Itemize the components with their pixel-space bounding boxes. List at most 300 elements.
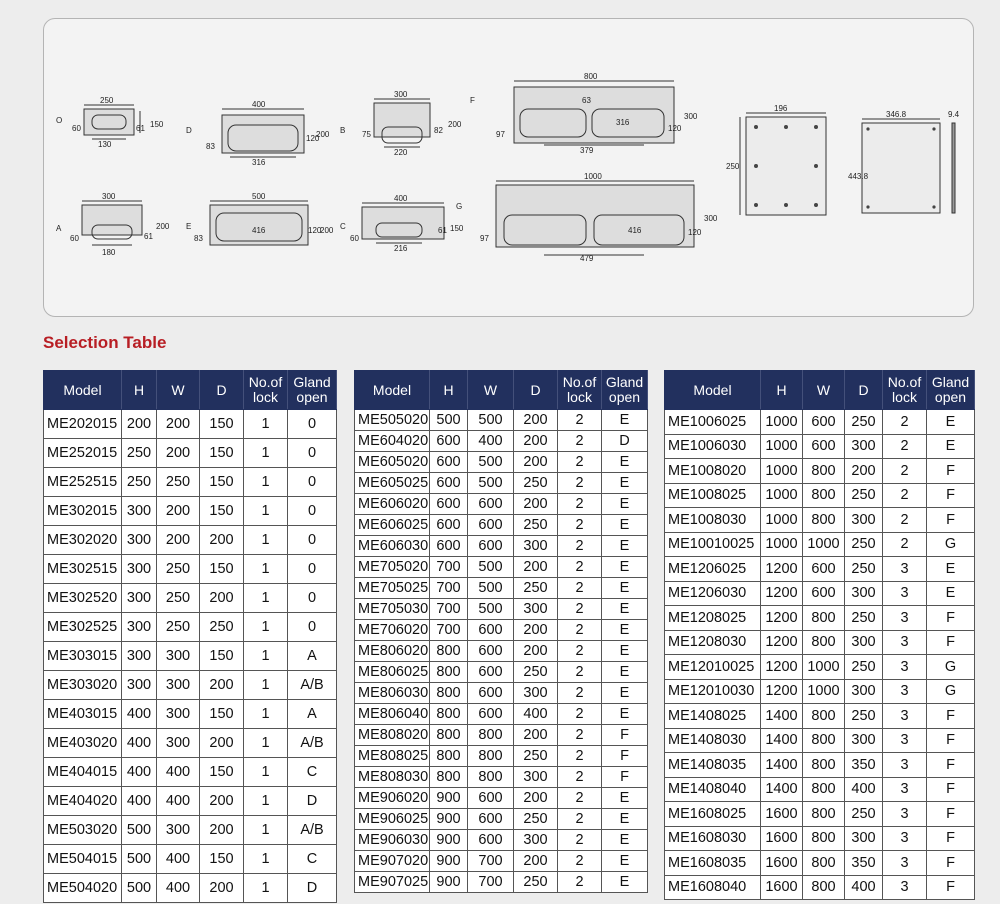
cell-d: 200 — [200, 526, 244, 555]
cell-locks: 1 — [244, 526, 288, 555]
cell-gland: F — [927, 826, 975, 851]
label-plate2-height: 443.8 — [848, 172, 869, 181]
cell-gland: F — [927, 851, 975, 876]
table-row — [44, 729, 337, 758]
label-c-h3: 150 — [450, 224, 464, 233]
cell-model: ME604020 — [355, 431, 430, 452]
cell-h: 1000 — [761, 483, 803, 508]
cell-model: ME1208030 — [665, 630, 761, 655]
cell-h: 800 — [430, 725, 468, 746]
table-row — [355, 767, 648, 788]
cell-d: 150 — [200, 468, 244, 497]
table-row — [44, 497, 337, 526]
cell-h: 1400 — [761, 728, 803, 753]
cell-locks: 3 — [883, 753, 927, 778]
label-plate1-height: 250 — [726, 162, 740, 171]
cell-d: 300 — [514, 830, 558, 851]
cell-gland: E — [602, 578, 648, 599]
table-row — [44, 555, 337, 584]
label-e-h1: 83 — [194, 234, 203, 243]
label-g-h2: 120 — [688, 228, 702, 237]
cell-h: 1400 — [761, 777, 803, 802]
cell-gland: E — [602, 788, 648, 809]
cell-w: 200 — [157, 410, 200, 439]
cell-locks: 1 — [244, 613, 288, 642]
cell-d: 250 — [514, 872, 558, 893]
cell-gland: F — [927, 630, 975, 655]
cell-d: 300 — [514, 599, 558, 620]
table-row — [665, 704, 975, 729]
table-row — [665, 728, 975, 753]
cell-gland: G — [927, 532, 975, 557]
label-plate2-thickness: 9.4 — [948, 110, 960, 119]
cell-w: 600 — [468, 704, 514, 725]
label-f-inner: 316 — [616, 118, 630, 127]
cell-gland: G — [927, 655, 975, 680]
cell-h: 1400 — [761, 753, 803, 778]
cell-model: ME808020 — [355, 725, 430, 746]
cell-h: 1000 — [761, 508, 803, 533]
table-row — [44, 526, 337, 555]
cell-locks: 1 — [244, 700, 288, 729]
cell-h: 300 — [122, 555, 157, 584]
label-f-span: 379 — [580, 146, 594, 155]
table-row — [355, 641, 648, 662]
cell-gland: A — [288, 700, 337, 729]
cell-model: ME10010025 — [665, 532, 761, 557]
cell-model: ME1408040 — [665, 777, 761, 802]
cell-d: 250 — [200, 613, 244, 642]
cell-w: 400 — [157, 758, 200, 787]
cell-h: 300 — [122, 642, 157, 671]
table-header — [665, 371, 975, 410]
cell-d: 250 — [845, 557, 883, 582]
cell-model: ME705030 — [355, 599, 430, 620]
cell-d: 150 — [200, 845, 244, 874]
label-d-width: 400 — [252, 100, 266, 109]
cell-locks: 1 — [244, 439, 288, 468]
label-o-h3: 150 — [150, 120, 164, 129]
cell-h: 1200 — [761, 630, 803, 655]
cell-w: 800 — [803, 704, 845, 729]
cell-d: 300 — [845, 434, 883, 459]
cell-w: 600 — [468, 662, 514, 683]
cell-locks: 2 — [558, 431, 602, 452]
cell-locks: 2 — [558, 683, 602, 704]
cell-locks: 3 — [883, 630, 927, 655]
cell-model: ME302020 — [44, 526, 122, 555]
label-d-inner: 316 — [252, 158, 266, 167]
table-row — [355, 452, 648, 473]
cell-w: 800 — [468, 767, 514, 788]
cell-gland: E — [602, 851, 648, 872]
cell-gland: F — [927, 606, 975, 631]
cell-w: 400 — [157, 845, 200, 874]
cell-w: 500 — [468, 578, 514, 599]
cell-d: 400 — [514, 704, 558, 725]
cell-d: 200 — [514, 452, 558, 473]
label-o-inner: 130 — [98, 140, 112, 149]
cell-w: 600 — [803, 557, 845, 582]
cell-gland: A/B — [288, 729, 337, 758]
cell-gland: 0 — [288, 526, 337, 555]
label-g-h3: 300 — [704, 214, 718, 223]
table-row — [355, 851, 648, 872]
cell-gland: E — [602, 872, 648, 893]
label-d-h3: 200 — [316, 130, 330, 139]
label-b-width: 300 — [394, 90, 408, 99]
cell-w: 1000 — [803, 655, 845, 680]
cell-model: ME906025 — [355, 809, 430, 830]
cell-d: 250 — [514, 662, 558, 683]
cell-gland: E — [927, 557, 975, 582]
cell-d: 250 — [514, 809, 558, 830]
col-h: H — [430, 371, 468, 410]
cell-w: 500 — [468, 557, 514, 578]
cell-w: 600 — [468, 683, 514, 704]
cell-model: ME1608035 — [665, 851, 761, 876]
selection-table-1 — [43, 370, 337, 903]
cell-gland: F — [927, 704, 975, 729]
table-row — [355, 620, 648, 641]
cell-h: 300 — [122, 613, 157, 642]
cell-model: ME806020 — [355, 641, 430, 662]
cell-w: 600 — [803, 410, 845, 435]
cell-model: ME1206025 — [665, 557, 761, 582]
cell-w: 700 — [468, 872, 514, 893]
table-row — [355, 494, 648, 515]
label-d-h2: 120 — [306, 134, 320, 143]
cell-d: 200 — [514, 851, 558, 872]
cell-d: 200 — [514, 431, 558, 452]
table-row — [355, 830, 648, 851]
cell-w: 800 — [803, 851, 845, 876]
cell-model: ME504015 — [44, 845, 122, 874]
cell-h: 400 — [122, 700, 157, 729]
cell-h: 1600 — [761, 826, 803, 851]
cell-w: 500 — [468, 599, 514, 620]
cell-d: 250 — [845, 483, 883, 508]
col-model: Model — [44, 371, 122, 410]
cell-w: 250 — [157, 468, 200, 497]
cell-w: 800 — [803, 630, 845, 655]
cell-d: 150 — [200, 497, 244, 526]
cell-model: ME1008020 — [665, 459, 761, 484]
cell-h: 800 — [430, 767, 468, 788]
cell-w: 800 — [803, 606, 845, 631]
cell-model: ME806025 — [355, 662, 430, 683]
cell-model: ME605025 — [355, 473, 430, 494]
table-row — [665, 630, 975, 655]
cell-gland: F — [927, 459, 975, 484]
cell-gland: 0 — [288, 439, 337, 468]
cell-gland: F — [927, 777, 975, 802]
cell-d: 300 — [845, 728, 883, 753]
cell-w: 400 — [157, 787, 200, 816]
cell-locks: 3 — [883, 802, 927, 827]
cell-gland: C — [288, 758, 337, 787]
cell-w: 500 — [468, 473, 514, 494]
cell-model: ME1206030 — [665, 581, 761, 606]
label-e-width: 500 — [252, 192, 266, 201]
cell-w: 600 — [468, 830, 514, 851]
cell-locks: 2 — [883, 434, 927, 459]
cell-d: 200 — [200, 729, 244, 758]
cell-w: 600 — [468, 515, 514, 536]
cell-h: 600 — [430, 431, 468, 452]
cell-w: 300 — [157, 816, 200, 845]
cell-h: 1200 — [761, 679, 803, 704]
cell-h: 500 — [122, 845, 157, 874]
cell-model: ME806040 — [355, 704, 430, 725]
cell-d: 250 — [845, 704, 883, 729]
cell-locks: 1 — [244, 671, 288, 700]
cell-model: ME1006025 — [665, 410, 761, 435]
cell-d: 250 — [514, 515, 558, 536]
cell-h: 600 — [430, 494, 468, 515]
table-row — [44, 613, 337, 642]
table-row — [665, 826, 975, 851]
label-a-h2: 61 — [144, 232, 153, 241]
cell-locks: 2 — [558, 452, 602, 473]
cell-locks: 2 — [558, 641, 602, 662]
table-row — [44, 671, 337, 700]
cell-d: 200 — [200, 874, 244, 903]
table-row — [44, 845, 337, 874]
label-a-letter: A — [56, 224, 62, 233]
cell-d: 250 — [845, 410, 883, 435]
table-row — [355, 431, 648, 452]
cell-locks: 2 — [558, 536, 602, 557]
cell-gland: E — [602, 662, 648, 683]
cell-h: 250 — [122, 439, 157, 468]
cell-h: 1000 — [761, 410, 803, 435]
cell-w: 1000 — [803, 532, 845, 557]
cell-locks: 2 — [883, 508, 927, 533]
label-g-letter: G — [456, 202, 463, 211]
label-g-inner: 416 — [628, 226, 642, 235]
cell-model: ME1008025 — [665, 483, 761, 508]
cell-w: 800 — [803, 728, 845, 753]
cell-d: 150 — [200, 642, 244, 671]
cell-model: ME12010030 — [665, 679, 761, 704]
cell-locks: 1 — [244, 816, 288, 845]
table-row — [44, 874, 337, 903]
cell-locks: 2 — [883, 459, 927, 484]
cell-d: 200 — [514, 410, 558, 431]
label-a-width: 300 — [102, 192, 116, 201]
cell-d: 300 — [514, 683, 558, 704]
cell-w: 600 — [468, 809, 514, 830]
cell-h: 1400 — [761, 704, 803, 729]
cell-w: 300 — [157, 729, 200, 758]
table-header — [355, 371, 648, 410]
cell-locks: 2 — [558, 725, 602, 746]
label-a-h1: 60 — [70, 234, 79, 243]
cell-locks: 2 — [558, 410, 602, 431]
selection-table-2 — [354, 370, 648, 893]
cell-h: 1000 — [761, 459, 803, 484]
cell-d: 300 — [845, 581, 883, 606]
label-b-letter: B — [340, 126, 346, 135]
cell-h: 700 — [430, 578, 468, 599]
label-b-h2: 82 — [434, 126, 443, 135]
cell-w: 800 — [803, 802, 845, 827]
cell-w: 800 — [803, 753, 845, 778]
cell-locks: 3 — [883, 777, 927, 802]
label-o-h1: 60 — [72, 124, 81, 133]
cell-gland: F — [927, 508, 975, 533]
cell-w: 800 — [803, 777, 845, 802]
label-f-gap: 63 — [582, 96, 591, 105]
cell-gland: 0 — [288, 613, 337, 642]
table-row — [665, 875, 975, 900]
cell-gland: E — [602, 704, 648, 725]
cell-w: 200 — [157, 439, 200, 468]
cell-d: 150 — [200, 758, 244, 787]
cell-w: 200 — [157, 497, 200, 526]
cell-d: 200 — [200, 816, 244, 845]
cell-model: ME1408030 — [665, 728, 761, 753]
cell-h: 200 — [122, 410, 157, 439]
cell-w: 600 — [803, 434, 845, 459]
label-g-span: 479 — [580, 254, 594, 263]
cell-d: 400 — [845, 875, 883, 900]
cell-w: 600 — [803, 581, 845, 606]
label-f-h1: 97 — [496, 130, 505, 139]
cell-gland: F — [602, 725, 648, 746]
cell-gland: F — [927, 483, 975, 508]
table-row — [665, 753, 975, 778]
table-row — [665, 557, 975, 582]
label-o-letter: O — [56, 116, 63, 125]
cell-model: ME302015 — [44, 497, 122, 526]
cell-w: 600 — [468, 788, 514, 809]
label-e-h2: 120 — [308, 226, 322, 235]
cell-locks: 2 — [558, 830, 602, 851]
cell-model: ME606025 — [355, 515, 430, 536]
col-model: Model — [355, 371, 430, 410]
cell-w: 300 — [157, 671, 200, 700]
label-plate1-width: 196 — [774, 104, 788, 113]
cell-model: ME503020 — [44, 816, 122, 845]
cell-model: ME504020 — [44, 874, 122, 903]
cell-locks: 2 — [558, 872, 602, 893]
cell-locks: 2 — [558, 515, 602, 536]
cell-model: ME806030 — [355, 683, 430, 704]
cell-d: 250 — [845, 606, 883, 631]
cell-h: 1600 — [761, 875, 803, 900]
cell-h: 900 — [430, 851, 468, 872]
cell-locks: 3 — [883, 557, 927, 582]
cell-locks: 2 — [558, 809, 602, 830]
label-a-inner: 180 — [102, 248, 116, 257]
cell-h: 800 — [430, 746, 468, 767]
table-row — [665, 410, 975, 435]
cell-model: ME808025 — [355, 746, 430, 767]
cell-locks: 3 — [883, 655, 927, 680]
col-gland: Gland open — [288, 371, 337, 410]
cell-h: 900 — [430, 788, 468, 809]
table-row — [355, 599, 648, 620]
cell-h: 500 — [430, 410, 468, 431]
table-row — [665, 581, 975, 606]
table-row — [355, 725, 648, 746]
label-c-inner: 216 — [394, 244, 408, 253]
cell-locks: 3 — [883, 826, 927, 851]
label-c-h2: 61 — [438, 226, 447, 235]
cell-h: 250 — [122, 468, 157, 497]
cell-locks: 1 — [244, 468, 288, 497]
table-row — [665, 483, 975, 508]
cell-model: ME705020 — [355, 557, 430, 578]
cell-gland: F — [927, 875, 975, 900]
label-b-h1: 75 — [362, 130, 371, 139]
label-o-h2: 61 — [136, 124, 145, 133]
cell-h: 700 — [430, 599, 468, 620]
cell-gland: 0 — [288, 468, 337, 497]
table-row — [44, 816, 337, 845]
table-row — [355, 410, 648, 431]
cell-model: ME906030 — [355, 830, 430, 851]
cell-d: 250 — [845, 532, 883, 557]
cell-locks: 2 — [558, 704, 602, 725]
cell-d: 200 — [514, 788, 558, 809]
cell-gland: E — [602, 473, 648, 494]
label-c-h1: 60 — [350, 234, 359, 243]
cell-gland: E — [602, 410, 648, 431]
cell-gland: A/B — [288, 816, 337, 845]
cell-locks: 2 — [558, 788, 602, 809]
cell-w: 250 — [157, 584, 200, 613]
cell-model: ME303015 — [44, 642, 122, 671]
cell-gland: E — [602, 515, 648, 536]
cell-w: 500 — [468, 452, 514, 473]
cell-gland: E — [602, 620, 648, 641]
label-g-width: 1000 — [584, 172, 602, 181]
cell-locks: 1 — [244, 845, 288, 874]
cell-gland: E — [602, 599, 648, 620]
cell-w: 400 — [157, 874, 200, 903]
section-title: Selection Table — [43, 333, 167, 352]
cell-locks: 1 — [244, 555, 288, 584]
cell-d: 150 — [200, 555, 244, 584]
cell-gland: F — [927, 753, 975, 778]
table-row — [665, 802, 975, 827]
table-row — [665, 532, 975, 557]
cell-model: ME907020 — [355, 851, 430, 872]
cell-gland: 0 — [288, 584, 337, 613]
cell-gland: E — [602, 494, 648, 515]
cell-d: 300 — [514, 536, 558, 557]
cell-w: 1000 — [803, 679, 845, 704]
cell-model: ME1408025 — [665, 704, 761, 729]
cell-w: 600 — [468, 620, 514, 641]
col-d: D — [514, 371, 558, 410]
cell-model: ME1408035 — [665, 753, 761, 778]
cell-gland: D — [602, 431, 648, 452]
cell-w: 800 — [803, 483, 845, 508]
cell-w: 800 — [468, 746, 514, 767]
cell-d: 150 — [200, 410, 244, 439]
cell-gland: E — [927, 410, 975, 435]
cell-d: 200 — [200, 584, 244, 613]
cell-locks: 3 — [883, 704, 927, 729]
col-d: D — [845, 371, 883, 410]
label-b-inner: 220 — [394, 148, 408, 157]
cell-w: 300 — [157, 642, 200, 671]
table-row — [665, 434, 975, 459]
